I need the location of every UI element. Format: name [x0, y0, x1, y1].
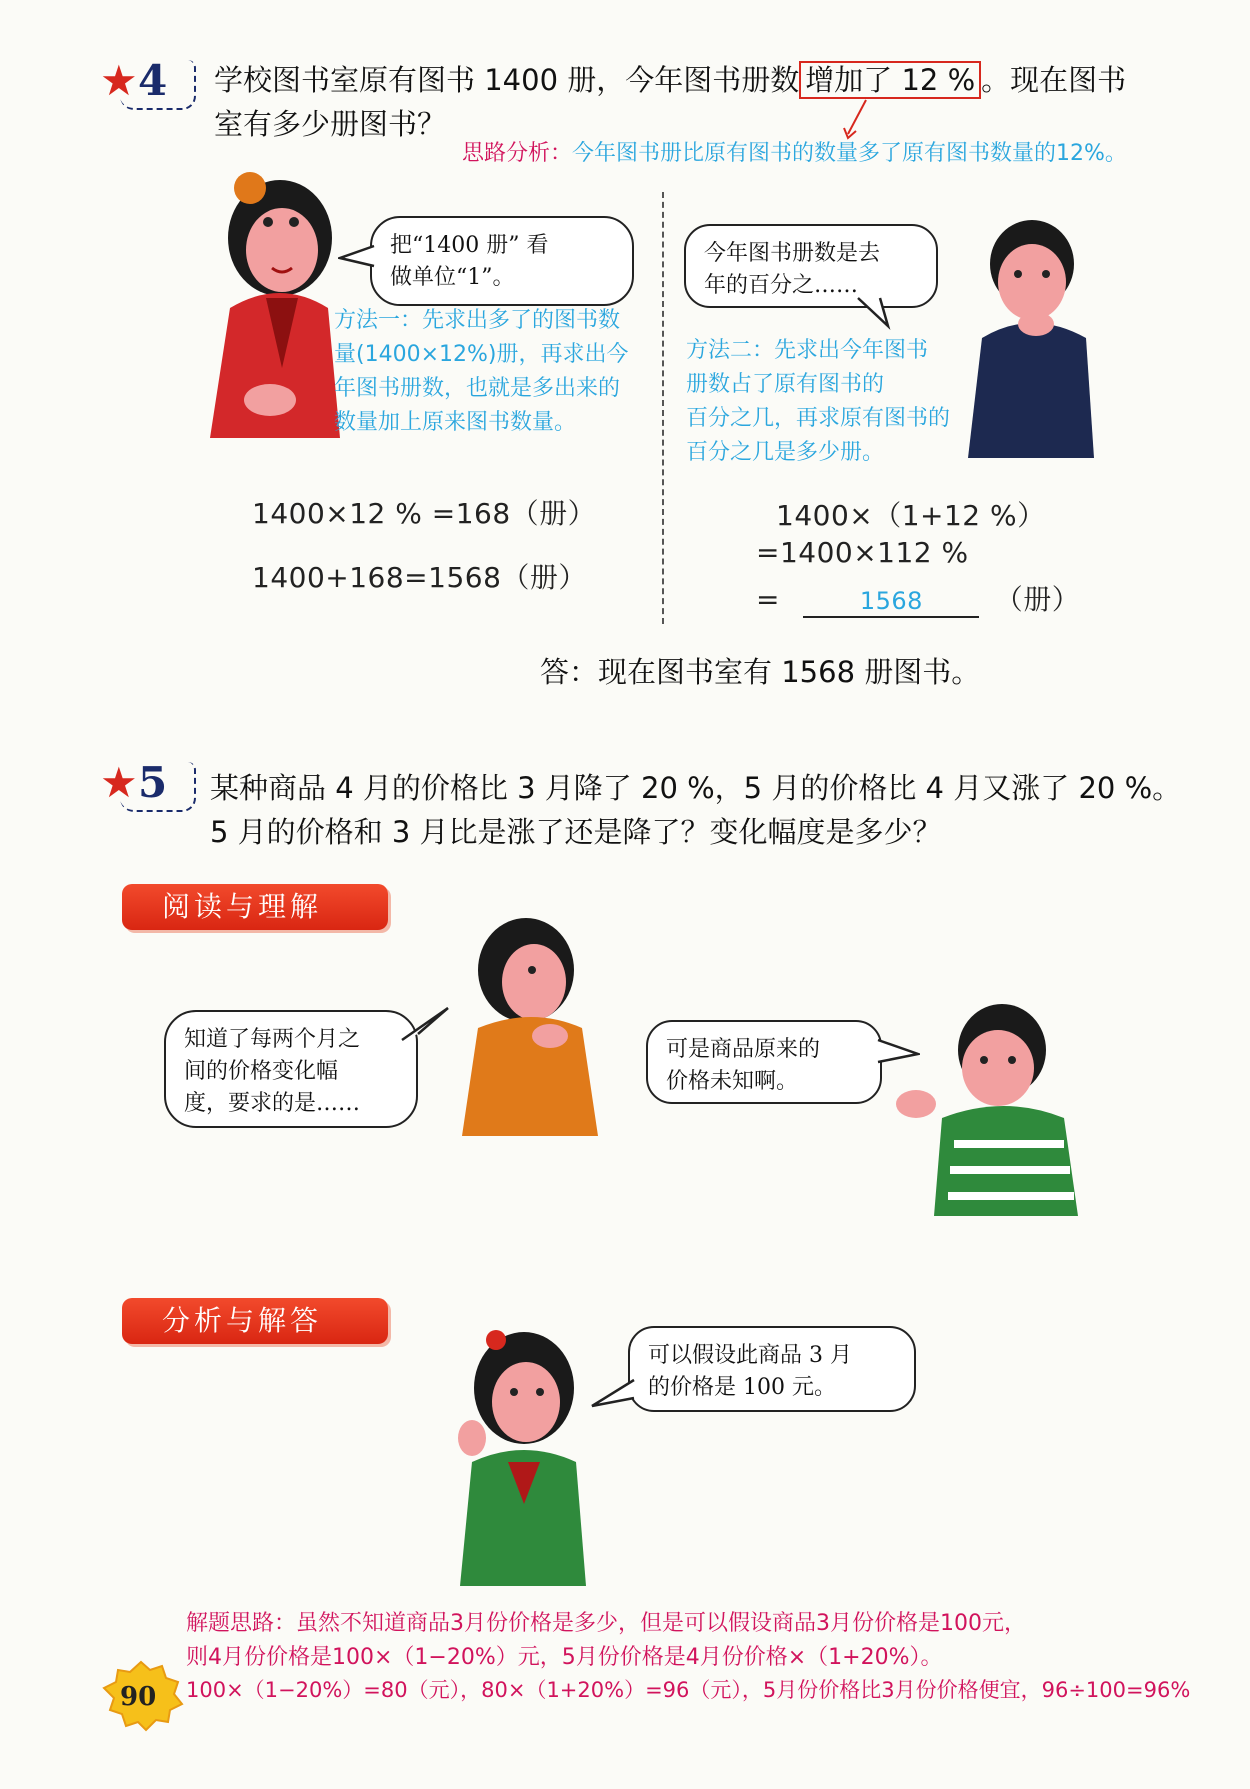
- bubble-line: 可是商品原来的: [666, 1037, 821, 1062]
- answer-blank-value: 1568: [859, 587, 923, 615]
- boy-navy-sweater-illustration: [962, 208, 1102, 462]
- method-2-line: 百分之几是多少册。: [686, 440, 885, 465]
- question-number: 4: [138, 56, 168, 105]
- girl-red-dress-illustration: [200, 168, 350, 444]
- bubble-tail-icon: [338, 244, 378, 270]
- girl-green-speech-bubble: [628, 1326, 916, 1412]
- question-4-badge: [100, 56, 200, 120]
- bubble-line: 间的价格变化幅: [184, 1059, 339, 1084]
- bubble-line: 做单位“1”。: [390, 265, 515, 290]
- bubble-line: 度，要求的是……: [184, 1091, 361, 1116]
- bubble-tail-icon: [856, 296, 896, 330]
- boy-green-speech-bubble: [646, 1020, 882, 1104]
- girl-orange-speech-bubble: [164, 1010, 418, 1128]
- bubble-line: 今年图书册数是去: [704, 241, 881, 266]
- star-icon: ★: [100, 56, 138, 105]
- star-icon: ★: [100, 758, 138, 807]
- bubble-line: 知道了每两个月之: [184, 1027, 361, 1052]
- bubble-line: 把“1400 册” 看: [390, 233, 549, 258]
- method-2-equation-2: =1400×112 %: [756, 536, 969, 569]
- bubble-line: 价格未知啊。: [666, 1069, 799, 1094]
- analysis-text: 今年图书册比原有图书的数量多了原有图书数量的12%。: [572, 141, 1127, 166]
- question-5-line2: 5 月的价格和 3 月比是涨了还是降了？变化幅度是多少？: [210, 815, 942, 849]
- question-4-text-post: 。现在图书: [981, 63, 1127, 97]
- method-divider: [662, 192, 664, 624]
- solution-line-2: 则4月份价格是100×（1−20%）元，5月份价格是4月份价格×（1+20%）。: [186, 1645, 943, 1670]
- bubble-line: 的价格是 100 元。: [648, 1375, 836, 1400]
- section-tag-analysis: 分析与解答: [122, 1298, 388, 1344]
- analysis-label: 思路分析：: [462, 141, 573, 166]
- method-2-line: 百分之几，再求原有图书的: [686, 406, 951, 431]
- question-4-line2: 室有多少册图书？: [214, 107, 447, 141]
- method-1-equation-2: 1400+168=1568（册）: [252, 561, 587, 594]
- question-5-badge: [100, 758, 200, 822]
- section-tag-reading: 阅读与理解: [122, 884, 388, 930]
- solution-line-1: 解题思路：虽然不知道商品3月份价格是多少，但是可以假设商品3月份价格是100元，: [186, 1611, 1026, 1636]
- question-4-answer: 答：现在图书室有 1568 册图书。: [540, 655, 981, 689]
- method-1-line: 数量加上原来图书数量。: [334, 410, 577, 435]
- method-1-note: [334, 304, 629, 440]
- question-4-boxed-phrase: 增加了 12 %: [799, 61, 981, 99]
- answer-unit: （册）: [994, 583, 1081, 616]
- girl-green-dress-illustration: [452, 1326, 596, 1590]
- girl-speech-bubble: [370, 216, 634, 306]
- method-2-line: 册数占了原有图书的: [686, 372, 885, 397]
- analysis-note: [462, 136, 1127, 167]
- method-2-equation-3: [756, 578, 1080, 618]
- page-number: 90: [120, 1682, 157, 1712]
- question-number: 5: [138, 758, 168, 807]
- boy-green-jacket-illustration: [894, 994, 1094, 1218]
- girl-orange-dress-illustration: [452, 910, 602, 1140]
- equals-sign: =: [756, 583, 780, 616]
- solution-line-3: 100×（1−20%）=80（元），80×（1+20%）=96（元），5月份价格比3月份价格便宜，96÷100=96%: [186, 1678, 1191, 1702]
- method-2-note: [686, 334, 950, 470]
- question-4-text-pre: 学校图书室原有图书 1400 册，今年图书册数: [214, 63, 800, 97]
- method-2-line: 方法二：先求出今年图书: [686, 338, 929, 363]
- bubble-line: 年的百分之……: [704, 273, 859, 298]
- bubble-line: 可以假设此商品 3 月: [648, 1343, 852, 1368]
- method-1-line: 方法一：先求出多了的图书数: [334, 308, 621, 333]
- method-1-line: 量(1400×12%)册，再求出今: [334, 342, 629, 367]
- question-5-line1: 某种商品 4 月的价格比 3 月降了 20 %，5 月的价格比 4 月又涨了 20 %。: [210, 771, 1182, 805]
- method-1-equation-1: 1400×12 % =168（册）: [252, 497, 597, 530]
- boy-speech-bubble: [684, 224, 938, 308]
- answer-blank: [803, 583, 979, 618]
- method-1-line: 年图书册数，也就是多出来的: [334, 376, 621, 401]
- method-2-equation-1: 1400×（1+12 %）: [776, 499, 1046, 532]
- question-4-line1: [214, 58, 1126, 102]
- bubble-tail-icon: [396, 1004, 452, 1044]
